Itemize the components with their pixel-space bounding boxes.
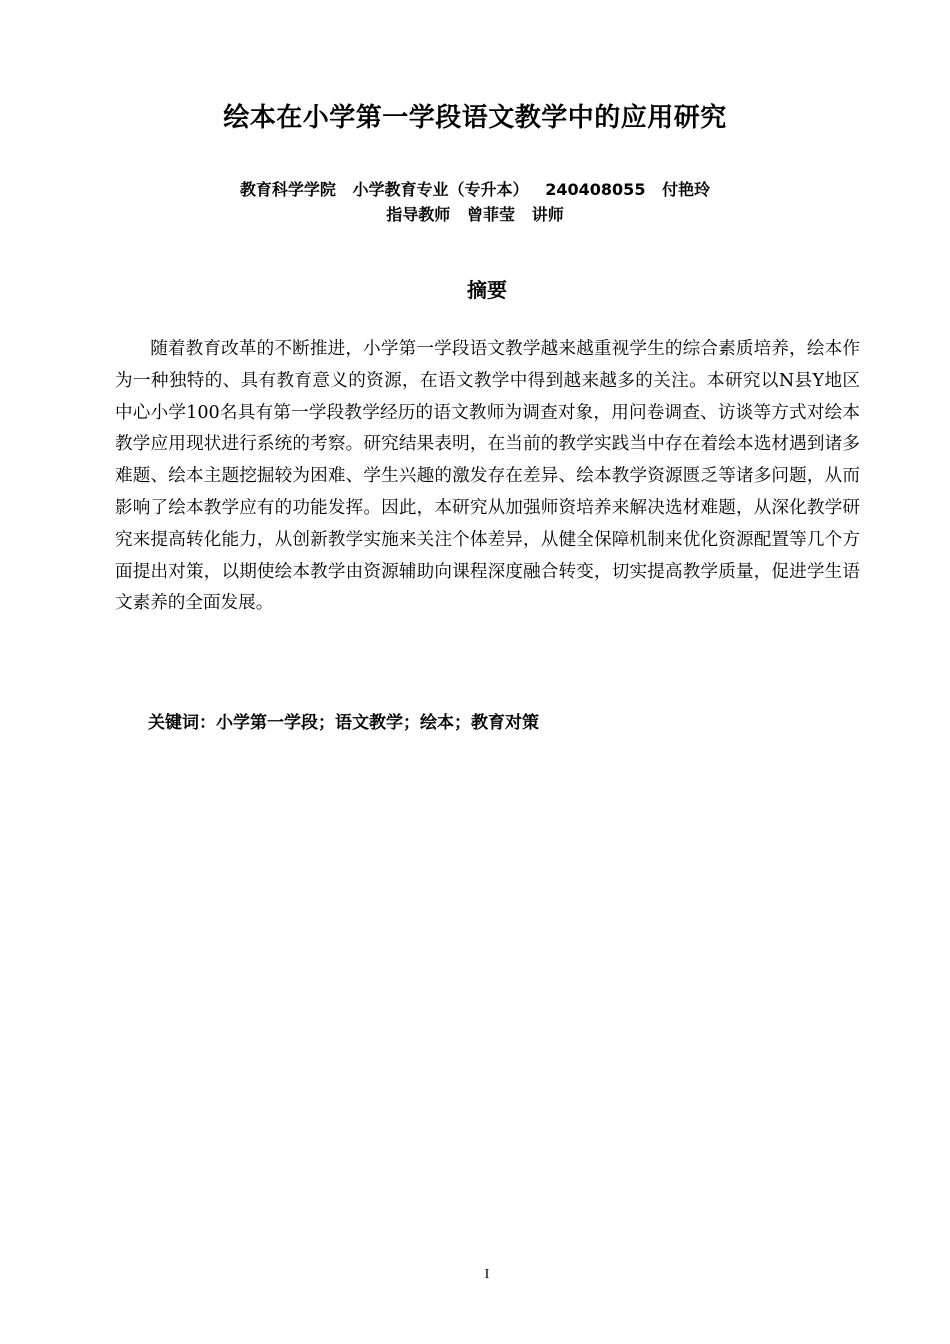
keywords-line: 关键词：小学第一学段；语文教学；绘本；教育对策 xyxy=(148,713,539,733)
advisor-info: 指导教师 曾菲莹 讲师 xyxy=(386,205,564,224)
abstract-paragraph: 随着教育改革的不断推进，小学第一学段语文教学越来越重视学生的综合素质培养，绘本作为一种独特的、具有教育意义的资源，在语文教学中得到越来越多的关注。本研究以N县Y地区中心小学100名具有第一学段教学经历的语文教师为调查对象，用问卷调查、访谈等方式对绘本教学应用现状进行系统的考察。研究结果表明，在当前的教学实践当中存在着绘本选材遇到诸多难题、绘本主题挖掘较为困难、学生兴趣的激发存在差异、绘本教学资源匮乏等诸多问题，从而影响了绘本教学应有的功能发挥。因此，本研究从加强师资培养来解决选材难题，从深化教学研究来提高转化能力，从创新教学实施来关注个体差异，从健全保障机制来优化资源配置等几个方面提出对策，以期使绘本教学由资源辅助向课程深度融合转变，切实提高教学质量，促进学生语文素养的全面发展。 xyxy=(115,339,860,614)
author-info: 教育科学学院 小学教育专业（专升本） 240408055 付艳玲 xyxy=(239,180,711,199)
paper-title: 绘本在小学第一学段语文教学中的应用研究 xyxy=(223,103,727,133)
abstract-heading: 摘要 xyxy=(467,278,507,302)
page-number: I xyxy=(484,1267,490,1282)
